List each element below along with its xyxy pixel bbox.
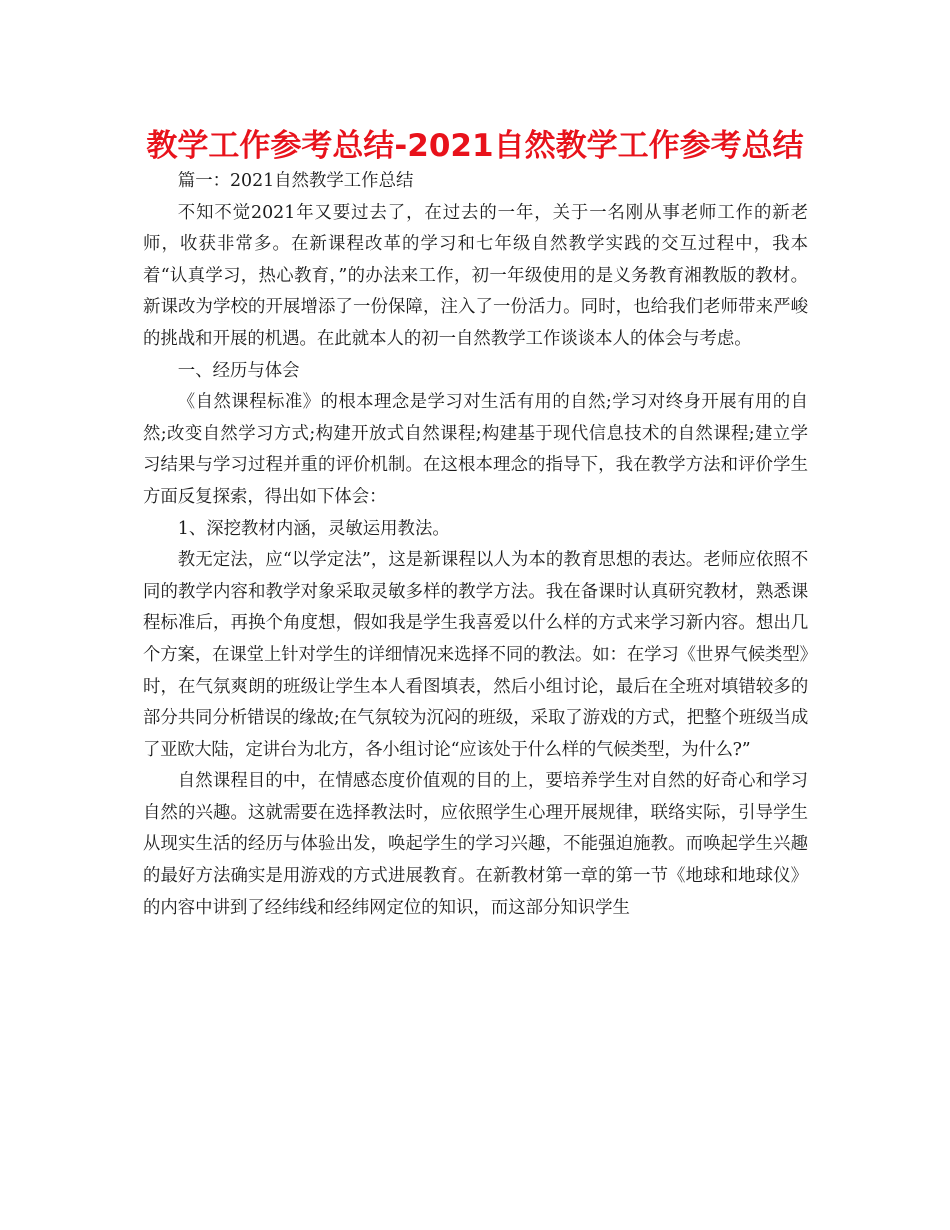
subheading-teaching-methods: 1、深挖教材内涵，灵敏运用教法。 xyxy=(177,518,450,539)
paragraph-curriculum-standard: 《自然课程标准》的根本理念是学习对生活有用的自然;学习对终身开展有用的自然;改变自然学习方式;构建开放式自然课程;构建基于现代信息技术的自然课程;建立学习结果与学习过程并重的评价机制。在这根本理念的指导下，我在教学方法和评价学生方面反复探索，得出如下体会： xyxy=(143,392,808,507)
section-heading-experience: 一、经历与体会 xyxy=(177,360,300,381)
paragraph-student-interest: 自然课程目的中，在情感态度价值观的目的上，要培养学生对自然的好奇心和学习自然的兴趣。这就需要在选择教法时，应依照学生心理开展规律，联络实际，引导学生从现实生活的经历与体验出发，唤起学生的学习兴趣，不能强迫施教。而唤起学生兴趣的最好方法确实是用游戏的方式进展教育。在新教材第一章的第一节《地球和地球仪》的内容中讲到了经纬线和经纬网定位的知识，而这部分知识学生 xyxy=(143,771,808,918)
section-heading-part-one: 篇一：2021自然教学工作总结 xyxy=(177,171,414,191)
document-body xyxy=(143,166,808,924)
document-title: 教学工作参考总结-2021自然教学工作参考总结 xyxy=(146,128,804,164)
paragraph-intro: 不知不觉2021年又要过去了，在过去的一年，关于一名刚从事老师工作的新老师，收获非常多。在新课程改革的学习和七年级自然教学实践的交互过程中，我本着“认真学习，热心教育，”的办法来工作，初一年级使用的是义务教育湘教版的教材。新课改为学校的开展增添了一份保障，注入了一份活力。同时，也给我们老师带来严峻的挑战和开展的机遇。在此就本人的初一自然教学工作谈谈本人的体会与考虑。 xyxy=(143,202,808,349)
paragraph-flexible-methods: 教无定法，应“以学定法”，这是新课程以人为本的教育思想的表达。老师应依照不同的教学内容和教学对象采取灵敏多样的教学方法。我在备课时认真研究教材，熟悉课程标准后，再换个角度想，假如我是学生我喜爱以什么样的方式来学习新内容。想出几个方案，在课堂上针对学生的详细情况来选择不同的教法。如：在学习《世界气候类型》时，在气氛爽朗的班级让学生本人看图填表，然后小组讨论，最后在全班对填错较多的部分共同分析错误的缘故;在气氛较为沉闷的班级，采取了游戏的方式，把整个班级当成了亚欧大陆，定讲台为北方，各小组讨论“应该处于什么样的气候类型，为什么?” xyxy=(143,550,808,760)
